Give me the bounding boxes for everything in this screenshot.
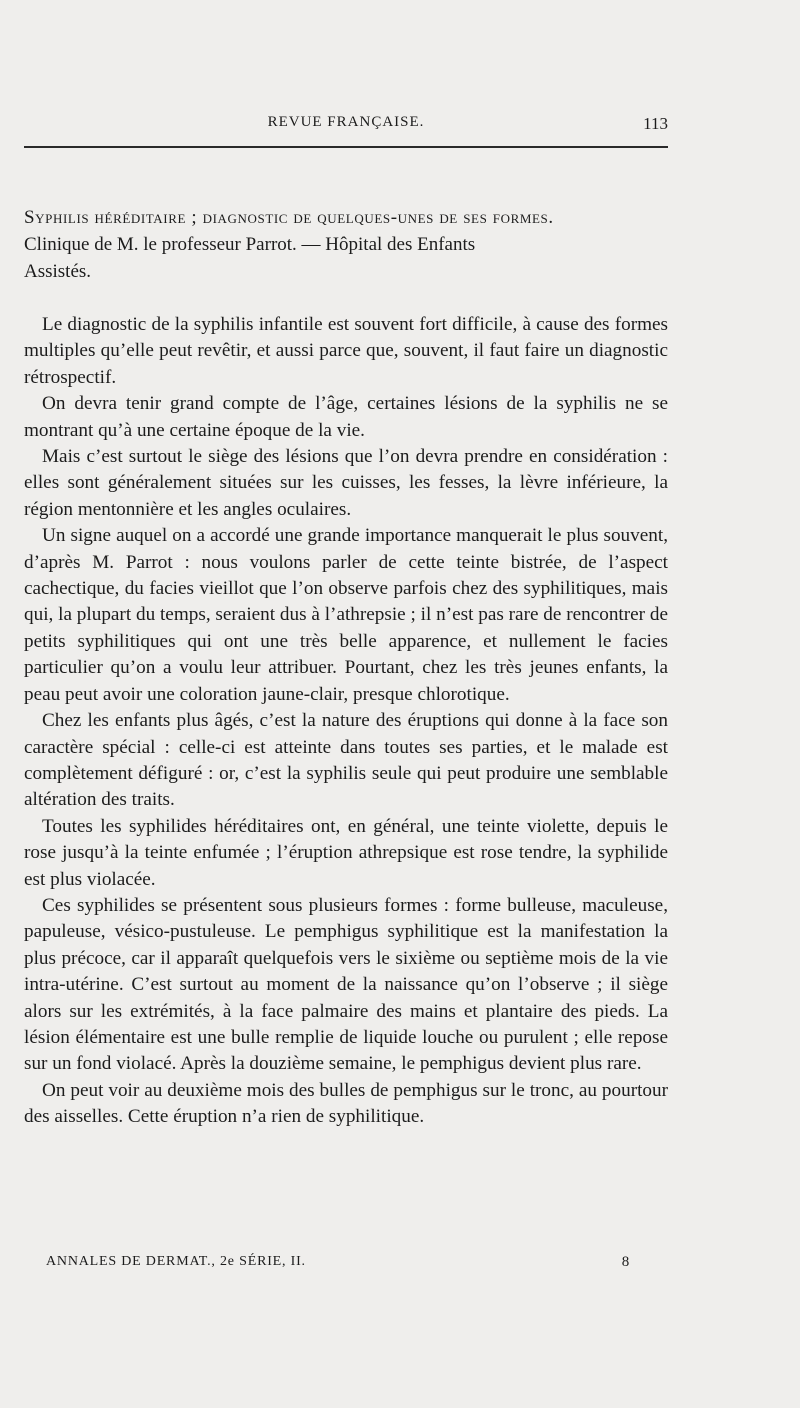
paragraph: Le diagnostic de la syphilis infantile est souvent fort difficile, à cause des formes multiples qu’elle peut revêtir, et aussi parce que, souvent, il faut faire un diagnostic rétrospectif. [24, 314, 668, 388]
page-number: 113 [643, 114, 668, 133]
signature-mark: 8 [621, 1254, 630, 1270]
article-title-block [24, 204, 668, 285]
page-footer [46, 1254, 630, 1271]
journal-reference: ANNALES DE DERMAT., 2e SÉRIE, II. [46, 1254, 306, 1269]
paragraph: Chez les enfants plus âgés, c’est la nature des éruptions qui donne à la face son caractère spécial : celle-ci est atteinte dans toutes ses parties, et le malade est complètement défiguré : or, c’est la syphilis seule qui peut produire une semblable altération des traits. [24, 710, 668, 811]
paragraph: Mais c’est surtout le siège des lésions que l’on devra prendre en considération : elles sont généralement situées sur les cuisses, les fesses, la lèvre inférieure, la région mentonnière et les angles oculaires. [24, 446, 668, 520]
paragraph: Toutes les syphilides héréditaires ont, en général, une teinte violette, depuis le rose jusqu’à la teinte enfumée ; l’éruption athrepsique est rose tendre, la syphilide est plus violacée. [24, 815, 668, 890]
paragraph: Un signe auquel on a accordé une grande importance manquerait le plus souvent, d’après M. Parrot : nous voulons parler de cette teinte bistrée, de l’aspect cachectique, du facies vieillot que l’on observe parfois chez des syphilitiques, mais qui, la plupart du temps, seraient dus à l’athrepsie ; il n’est pas rare de rencontrer de petits syphilitiques qui ont une très belle apparence, et nullement le facies particulier qu’on a voulu leur attribuer. Pourtant, chez les très jeunes enfants, la peau peut avoir une coloration jaune-clair, presque chlorotique. [24, 525, 668, 705]
header-rule [24, 146, 668, 148]
running-title: REVUE FRANÇAISE. [267, 114, 425, 130]
paragraph: On devra tenir grand compte de l’âge, certaines lésions de la syphilis ne se montrant qu’à une certaine époque de la vie. [24, 393, 668, 441]
article-body [24, 312, 668, 1131]
page-header [24, 112, 668, 136]
article-subtitle-continued: Assistés. [24, 261, 92, 282]
article-subtitle: Clinique de M. le professeur Parrot. — Hôpital des Enfants [24, 234, 476, 255]
paragraph: Ces syphilides se présentent sous plusieurs formes : forme bulleuse, maculeuse, papuleuse, vésico-pustuleuse. Le pemphigus syphilitique est la manifestation la plus précoce, car il apparaît quelquefois vers le sixième ou septième mois de la vie intra-utérine. C’est surtout au moment de la naissance qu’on l’observe ; il siège alors sur les extrémités, à la face palmaire des mains et plantaire des pieds. La lésion élémentaire est une bulle remplie de liquide louche ou purulent ; elle repose sur un fond violacé. Après la douzième semaine, le pemphigus devient plus rare. [24, 894, 668, 1075]
paragraph: On peut voir au deuxième mois des bulles de pemphigus sur le tronc, au pourtour des aisselles. Cette éruption n’a rien de syphilitique. [24, 1079, 668, 1128]
article-title: Syphilis héréditaire ; diagnostic de quelques-unes de ses formes. [24, 207, 554, 228]
